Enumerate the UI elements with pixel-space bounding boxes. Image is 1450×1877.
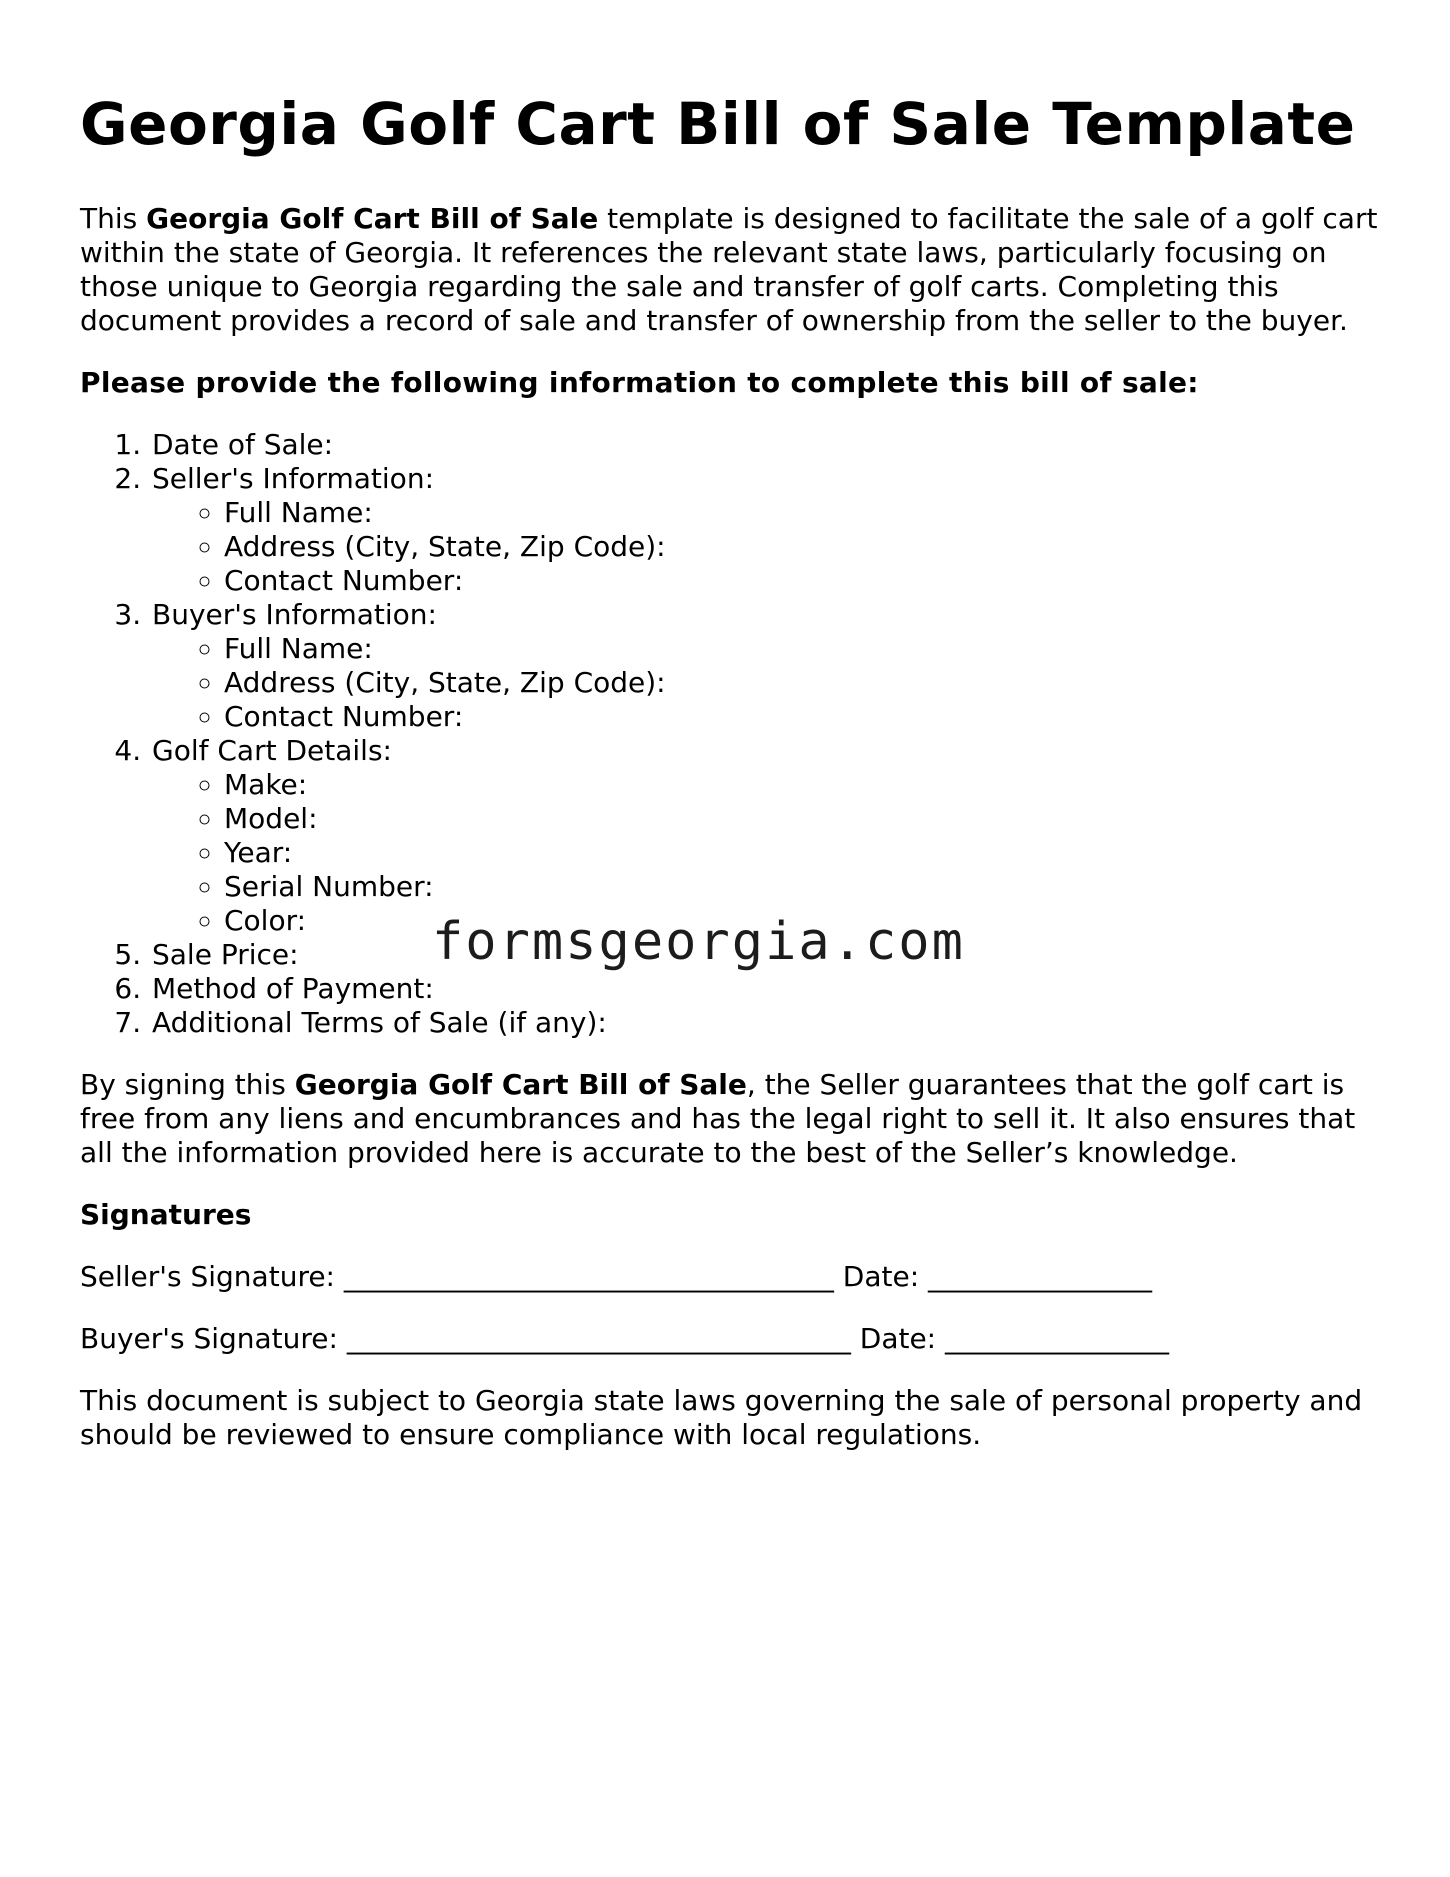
sale-price-label: Sale Price: (152, 937, 299, 971)
buyer-sublist (152, 632, 1380, 734)
golf-cart-year: ◦ Year: (224, 836, 1380, 870)
seller-info-label: Seller's Information: (152, 461, 434, 495)
buyer-address: ◦ Address (City, State, Zip Code): (224, 666, 1380, 700)
list-item-additional-terms (150, 1006, 1380, 1040)
buyer-signature-line: Buyer's Signature: ____________________________________ Date: ________________ (80, 1321, 1170, 1355)
list-item-date-of-sale (150, 428, 1380, 462)
list-item-buyer (150, 598, 1380, 734)
additional-terms-label: Additional Terms of Sale (if any): (152, 1005, 607, 1039)
guarantee-suffix: , the Seller guarantees that the golf cart is free from any liens and encumbrances and has the legal right to sell it. It also ensures that all the information provided here is accurate to the best of the Seller’s knowledge. (80, 1067, 1356, 1169)
seller-signature-line: Seller's Signature: ___________________________________ Date: ________________ (80, 1259, 1153, 1293)
date-of-sale-label: Date of Sale: (152, 427, 334, 461)
list-item-seller (150, 462, 1380, 598)
intro-paragraph (80, 202, 1380, 338)
intro-prefix: This (80, 201, 147, 235)
seller-address: ◦ Address (City, State, Zip Code): (224, 530, 1380, 564)
seller-contact: ◦ Contact Number: (224, 564, 1380, 598)
page-title: Georgia Golf Cart Bill of Sale Template (80, 90, 1356, 158)
golf-cart-details-label: Golf Cart Details: (152, 733, 392, 767)
footer-note: This document is subject to Georgia state laws governing the sale of personal property and should be reviewed to ensure compliance with local regulations. (80, 1383, 1363, 1451)
guarantee-prefix: By signing this (80, 1067, 295, 1101)
buyer-info-label: Buyer's Information: (152, 597, 437, 631)
intro-bold-form-name: Georgia Golf Cart Bill of Sale (146, 201, 599, 235)
list-item-payment-method (150, 972, 1380, 1006)
guarantee-bold-form-name: Georgia Golf Cart Bill of Sale (294, 1067, 747, 1101)
guarantee-paragraph (80, 1068, 1380, 1170)
document-page (80, 90, 1380, 1452)
intro-suffix: template is designed to facilitate the sale of a golf cart within the state of Georgia. It references the relevant state laws, particularly focusing on those unique to Georgia regarding the sale and transfer of golf carts. Completing this document provides a record of sale and transfer of ownership from the seller to the buyer. (80, 201, 1378, 337)
golf-cart-color: ◦ Color: (224, 904, 1380, 938)
buyer-full-name: ◦ Full Name: (224, 632, 1380, 666)
list-item-golf-cart (150, 734, 1380, 938)
watermark: formsgeorgia.com (432, 912, 965, 972)
instructions-heading: Please provide the following information to complete this bill of sale: (80, 365, 1199, 399)
signatures-heading: Signatures (80, 1197, 252, 1231)
seller-full-name: ◦ Full Name: (224, 496, 1380, 530)
golf-cart-serial: ◦ Serial Number: (224, 870, 1380, 904)
seller-sublist (152, 496, 1380, 598)
buyer-contact: ◦ Contact Number: (224, 700, 1380, 734)
payment-method-label: Method of Payment: (152, 971, 434, 1005)
golf-cart-make: ◦ Make: (224, 768, 1380, 802)
golf-cart-model: ◦ Model: (224, 802, 1380, 836)
